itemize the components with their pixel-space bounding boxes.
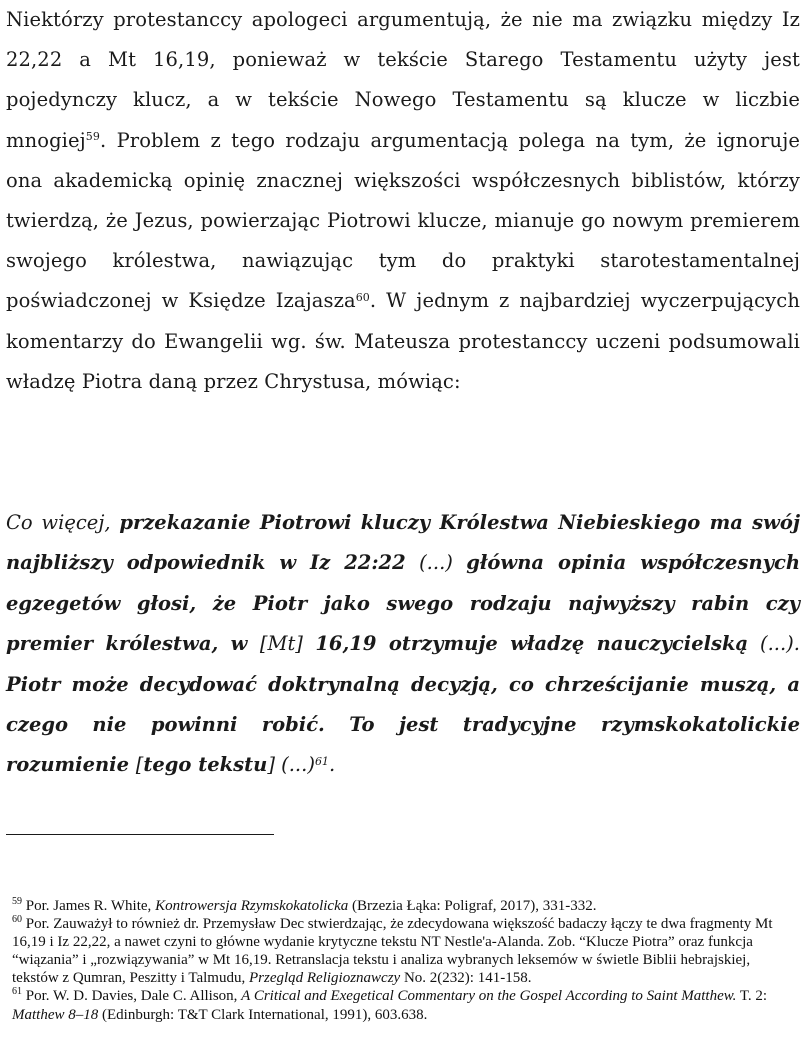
footnote-text: (Brzezia Łąka: Poligraf, 2017), 331-332. (348, 898, 597, 914)
paragraph-text-part-2: . Problem z tego rodzaju argumentacją polega na tym, że ignoruje ona akademicką opinię znacznej większości współczesnych biblistów, którzy twierdzą, że Jezus, powierzając Piotrowi klucze, mianuje go nowym premierem swojego królestwa, nawiązując tym do praktyki starotestamentalnej poświadczonej w Księdze Izajasza (6, 128, 800, 313)
block-quote (6, 503, 800, 786)
quote-emphasis-1: przekazanie Piotrowi kluczy Królestwa Niebieskiego ma swój najbliższy odpowiednik w Iz 22:22 (6, 511, 800, 575)
footnote-number: 60 (12, 914, 22, 926)
paragraph-text-part-1: Niektórzy protestanccy apologeci argumentują, że nie ma związku między Iz 22,22 a Mt 16,19, ponieważ w tekście Starego Testamentu użyty jest pojedynczy klucz, a w tekście Nowego Testamentu są klucze w liczbie mnogiej (6, 8, 800, 152)
paragraph-text-part-3: . W jednym z najbardziej wyczerpujących komentarzy do Ewangelii wg. św. Mateusza protestanccy uczeni podsumowali władzę Piotra daną przez Chrystusa, mówiąc: (6, 289, 800, 393)
quote-bracket-close: ] (...) (267, 753, 315, 777)
footnote-ref-61[interactable]: 61 (314, 754, 329, 768)
footnote-text: (Edinburgh: T&T Clark International, 1991), 603.638. (98, 1006, 428, 1023)
quote-emphasis-4: Piotr może decydować doktrynalną decyzją, co chrześcijanie muszą, a czego nie powinni robić. To jest tradycyjne rzymskokatolickie rozumienie (6, 672, 800, 777)
footnote-ref-60[interactable]: 60 (355, 290, 370, 304)
footnote-text: Por. Zauważył to również dr. Przemysław Dec stwierdzając, że zdecydowana większość badaczy łączy te dwa fragmenty Mt 16,19 i Iz 22,22, a nawet czyni to główne wydanie krytyczne tekstu NT Nestle'a-Alanda. Zob. “Klucze Piotra” oraz funkcja “wiązania” i „rozwiązywania” w Mt 16,19. Retranslacja tekstu i analiza wybranych leksemów w świetle Biblii hebrajskiej, tekstów z Qumran, Peszitty i Talmudu, (12, 916, 773, 987)
footnotes-section (12, 897, 797, 1024)
footnote-61 (12, 987, 797, 1023)
body-paragraph (6, 0, 800, 402)
footnote-60 (12, 915, 797, 987)
quote-intro: Co więcej, (6, 511, 120, 534)
footnote-title: Przegląd Religioznawczy (248, 970, 401, 987)
footnote-number: 59 (12, 896, 22, 907)
quote-ellipsis-2: (...). (748, 632, 800, 656)
quote-bracket-open: [ (135, 753, 144, 777)
quote-bracket-mt: [Mt] (259, 632, 303, 656)
quote-end: . (328, 753, 336, 777)
document-page (6, 0, 801, 777)
footnote-title-2: Matthew 8–18 (12, 1006, 99, 1023)
footnote-separator (6, 834, 274, 835)
footnote-59 (12, 897, 797, 915)
footnote-text: Por. W. D. Davies, Dale C. Allison, (22, 988, 242, 1005)
footnote-text: Por. James R. White, (22, 898, 156, 914)
footnote-title: A Critical and Exegetical Commentary on the Gospel According to Saint Matthew. (241, 988, 737, 1005)
footnote-number: 61 (12, 986, 22, 998)
quote-emphasis-5: tego tekstu (143, 753, 268, 777)
quote-emphasis-2: główna opinia współczesnych egzegetów głosi, że Piotr jako swego rodzaju najwyższy rabin czy premier królestwa, w (6, 551, 801, 656)
footnote-text: T. 2: (736, 988, 768, 1005)
quote-emphasis-3: 16,19 otrzymuje władzę nauczycielską (302, 632, 749, 656)
footnote-ref-59[interactable]: 59 (85, 130, 100, 144)
footnote-title: Kontrowersja Rzymskokatolicka (155, 898, 349, 914)
footnote-text: No. 2(232): 141-158. (400, 970, 532, 987)
quote-ellipsis-1: (...) (405, 551, 467, 575)
